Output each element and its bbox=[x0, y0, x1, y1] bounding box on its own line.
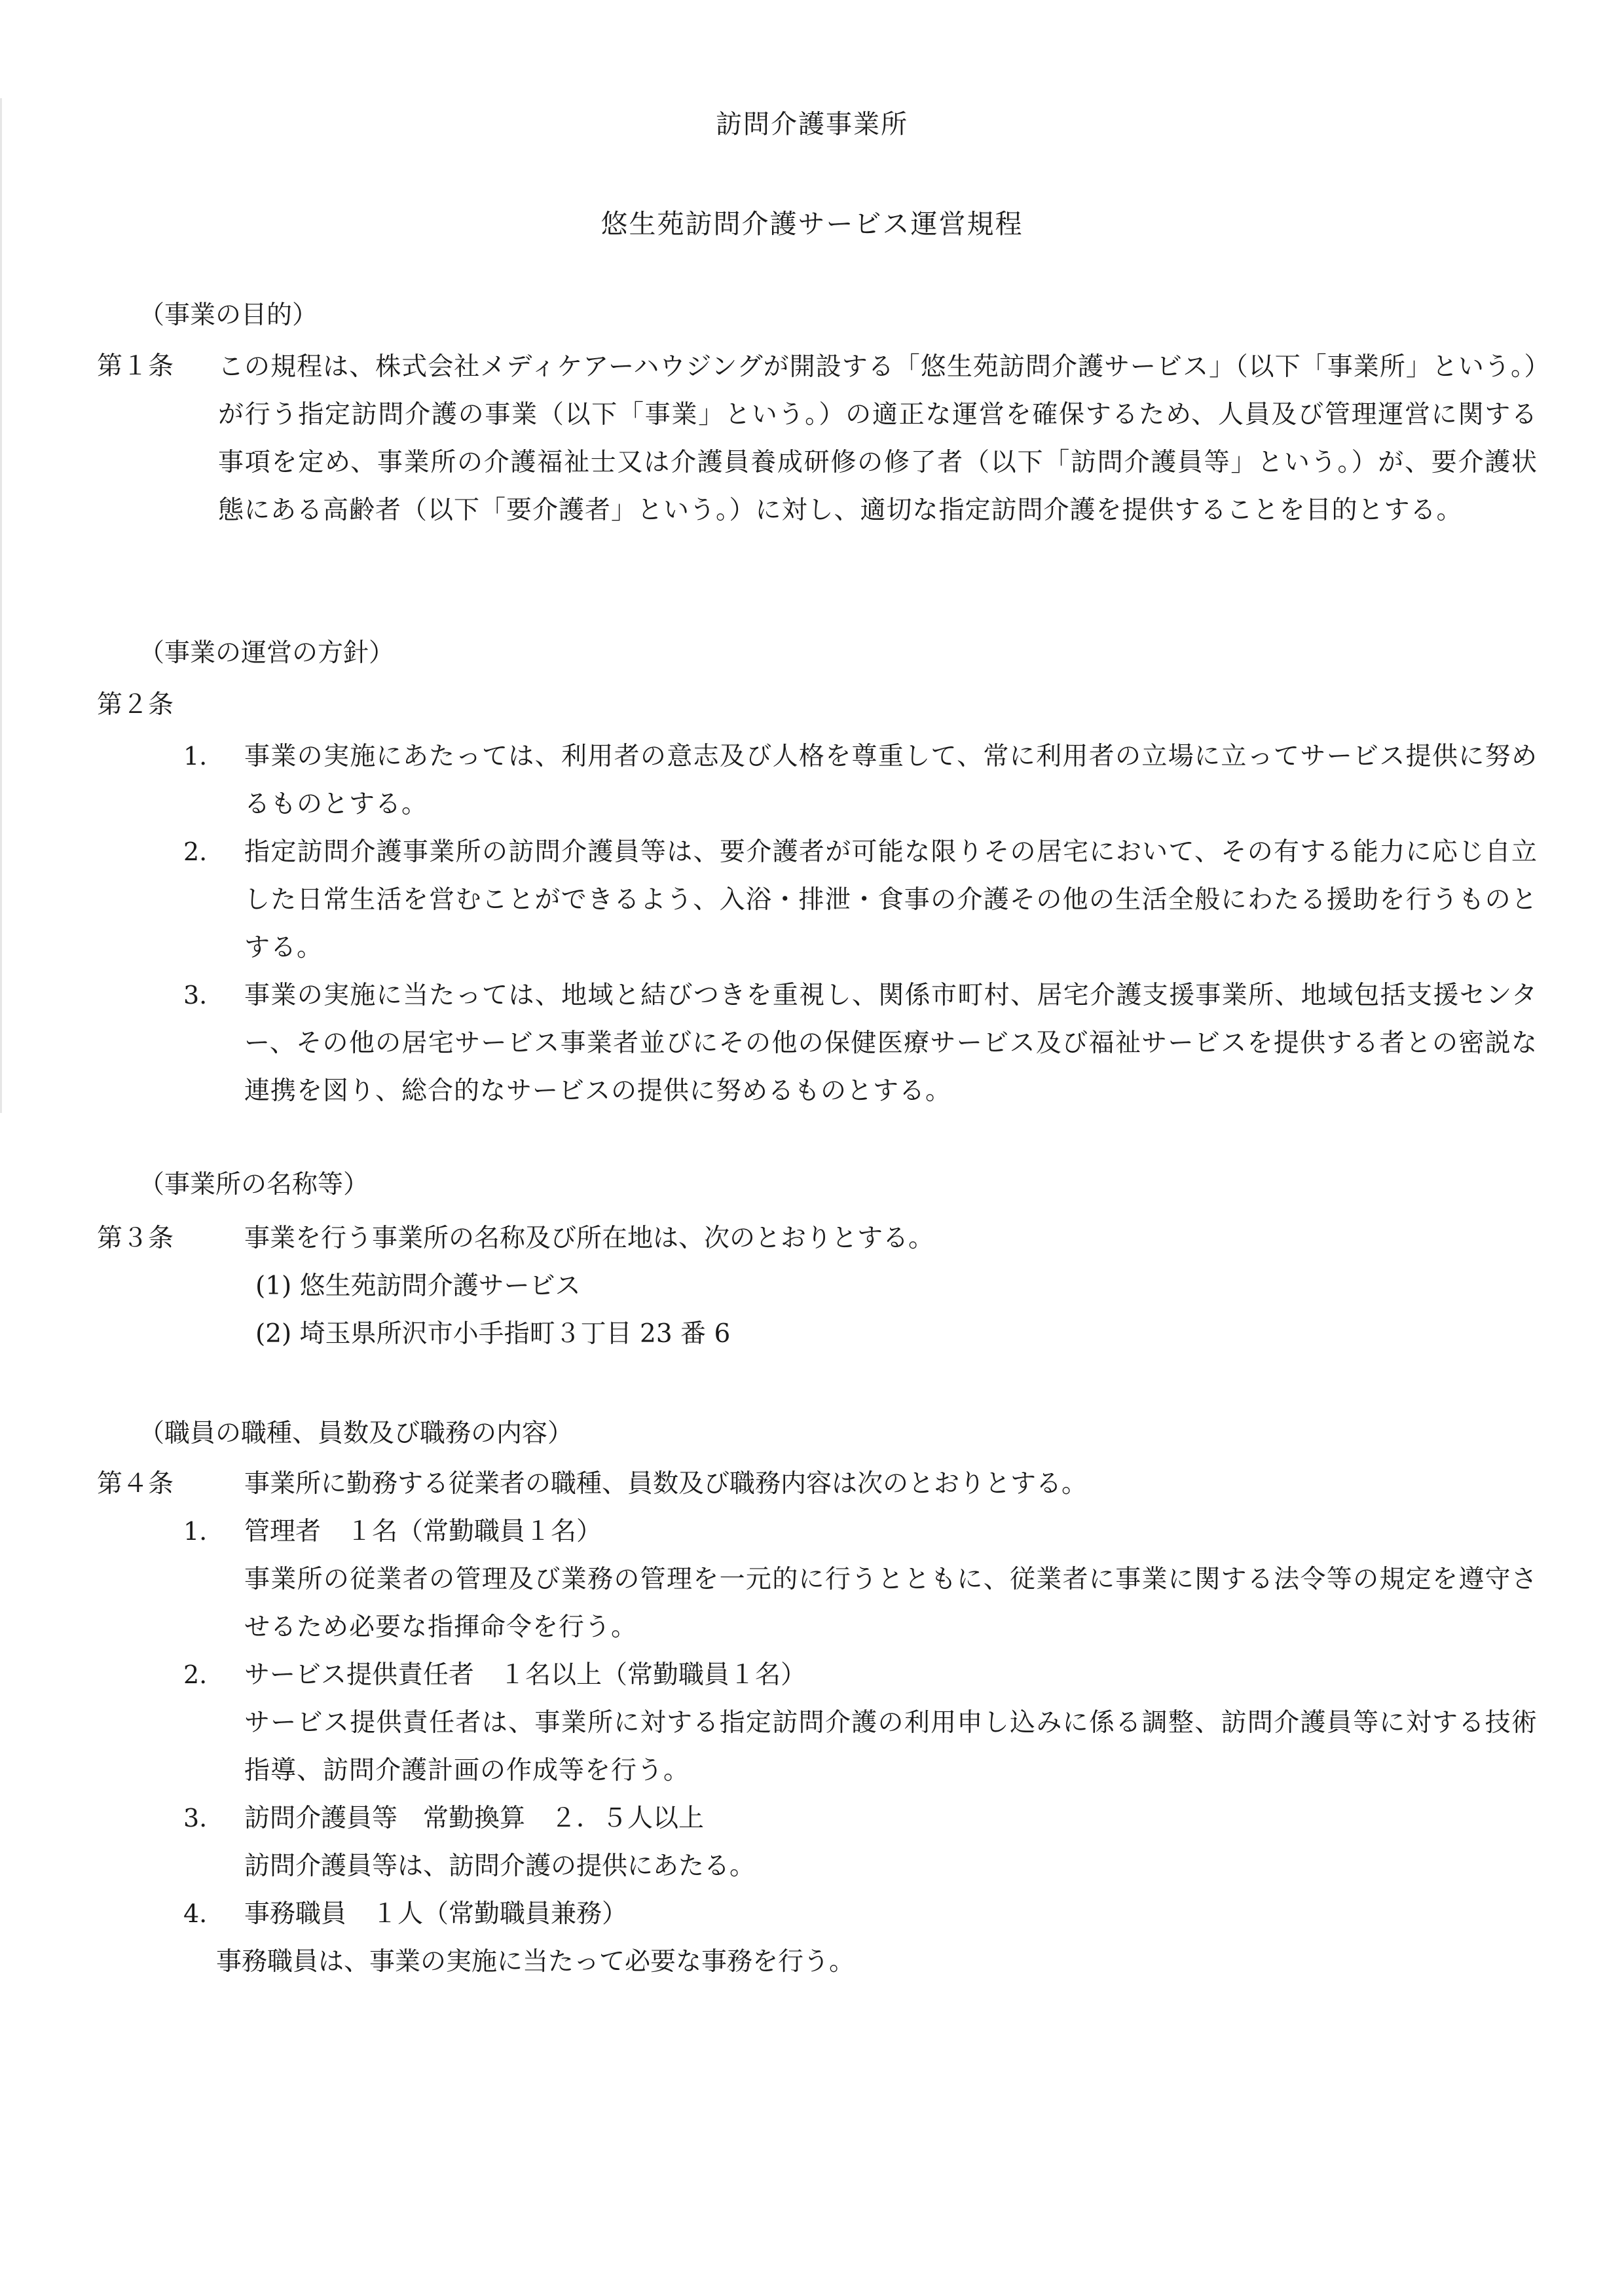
article-1-number: 第１条 bbox=[97, 352, 174, 381]
article-3-item-2: (2) 埼玉県所沢市小手指町３丁目 23 番 6 bbox=[255, 1319, 731, 1349]
article-4-number: 第４条 bbox=[97, 1469, 174, 1499]
article-4-item-4-desc: 事務職員は、事業の実施に当たって必要な事務を行う。 bbox=[216, 1947, 855, 1977]
scan-edge-shadow bbox=[0, 98, 2, 1113]
article-1-text: この規程は、株式会社メディケアーハウジングが開設する「悠生苑訪問介護サービス」（以下「事業所」という。）が行う指定訪問介護の事業（以下「事業」という。）の適正な運営を確保するため、人員及び管理運営に関する事項を定め、事業所の介護福祉士又は介護員養成研修の修了者（以下「訪問介護員等」という。）が、要介護状態にある高齢者（以下「要介護者」という。）に対し、適切な指定訪問介護を提供することを目的とする。 bbox=[218, 352, 1538, 525]
article-4-item-3-title: 訪問介護員等 常勤換算 ２．５人以上 bbox=[244, 1804, 705, 1833]
article-3-heading: （事業所の名称等） bbox=[139, 1170, 369, 1199]
article-2-item-2-text: 指定訪問介護事業所の訪問介護員等は、要介護者が可能な限りその居宅において、その有する能力に応じ自立した日常生活を営むことができるよう、入浴・排泄・食事の介護その他の生活全般にわたる援助を行うものとする。 bbox=[244, 837, 1538, 962]
article-4-item-2-desc: サービス提供責任者は、事業所に対する指定訪問介護の利用申し込みに係る調整、訪問介護員等に対する技術指導、訪問介護計画の作成等を行う。 bbox=[244, 1708, 1538, 1785]
article-4-heading: （職員の職種、員数及び職務の内容） bbox=[139, 1419, 574, 1448]
article-2-item-3-number: 3. bbox=[183, 981, 208, 1010]
document-title: 悠生苑訪問介護サービス運営規程 bbox=[600, 208, 1024, 240]
article-3-item-1: (1) 悠生苑訪問介護サービス bbox=[255, 1271, 581, 1301]
article-4-item-4-number: 4. bbox=[183, 1899, 208, 1928]
article-4-item-3-desc: 訪問介護員等は、訪問介護の提供にあたる。 bbox=[244, 1851, 756, 1881]
article-2-item-1-number: 1. bbox=[183, 742, 208, 771]
article-4-item-3-number: 3. bbox=[183, 1804, 208, 1832]
article-4-item-1-desc: 事業所の従業者の管理及び業務の管理を一元的に行うとともに、従業者に事業に関する法令等の規定を遵守させるため必要な指揮命令を行う。 bbox=[244, 1565, 1538, 1642]
article-2-item-3-text: 事業の実施に当たっては、地域と結びつきを重視し、関係市町村、居宅介護支援事業所、地域包括支援センター、その他の居宅サービス事業者並びにその他の保健医療サービス及び福祉サービスを提供する者との密説な連携を図り、総合的なサービスの提供に努めるものとする。 bbox=[244, 981, 1538, 1106]
article-4-item-2-title: サービス提供責任者 １名以上（常勤職員１名） bbox=[244, 1660, 807, 1690]
article-2-heading: （事業の運営の方針） bbox=[139, 638, 395, 668]
article-1-heading: （事業の目的） bbox=[139, 301, 318, 330]
article-2-item-1-text: 事業の実施にあたっては、利用者の意志及び人格を尊重して、常に利用者の立場に立ってサービス提供に努めるものとする。 bbox=[244, 742, 1538, 819]
article-2-number: 第２条 bbox=[97, 690, 174, 720]
article-2-item-2-number: 2. bbox=[183, 837, 208, 866]
article-3-number: 第３条 bbox=[97, 1224, 174, 1253]
article-4-item-1-number: 1. bbox=[183, 1517, 208, 1546]
article-4-item-2-number: 2. bbox=[183, 1660, 208, 1689]
article-3-text: 事業を行う事業所の名称及び所在地は、次のとおりとする。 bbox=[244, 1224, 934, 1253]
article-4-item-4-title: 事務職員 １人（常勤職員兼務） bbox=[244, 1899, 628, 1929]
article-4-item-1-title: 管理者 １名（常勤職員１名） bbox=[244, 1517, 602, 1546]
article-4-text: 事業所に勤務する従業者の職種、員数及び職務内容は次のとおりとする。 bbox=[244, 1469, 1088, 1499]
office-type-title: 訪問介護事業所 bbox=[716, 109, 908, 139]
